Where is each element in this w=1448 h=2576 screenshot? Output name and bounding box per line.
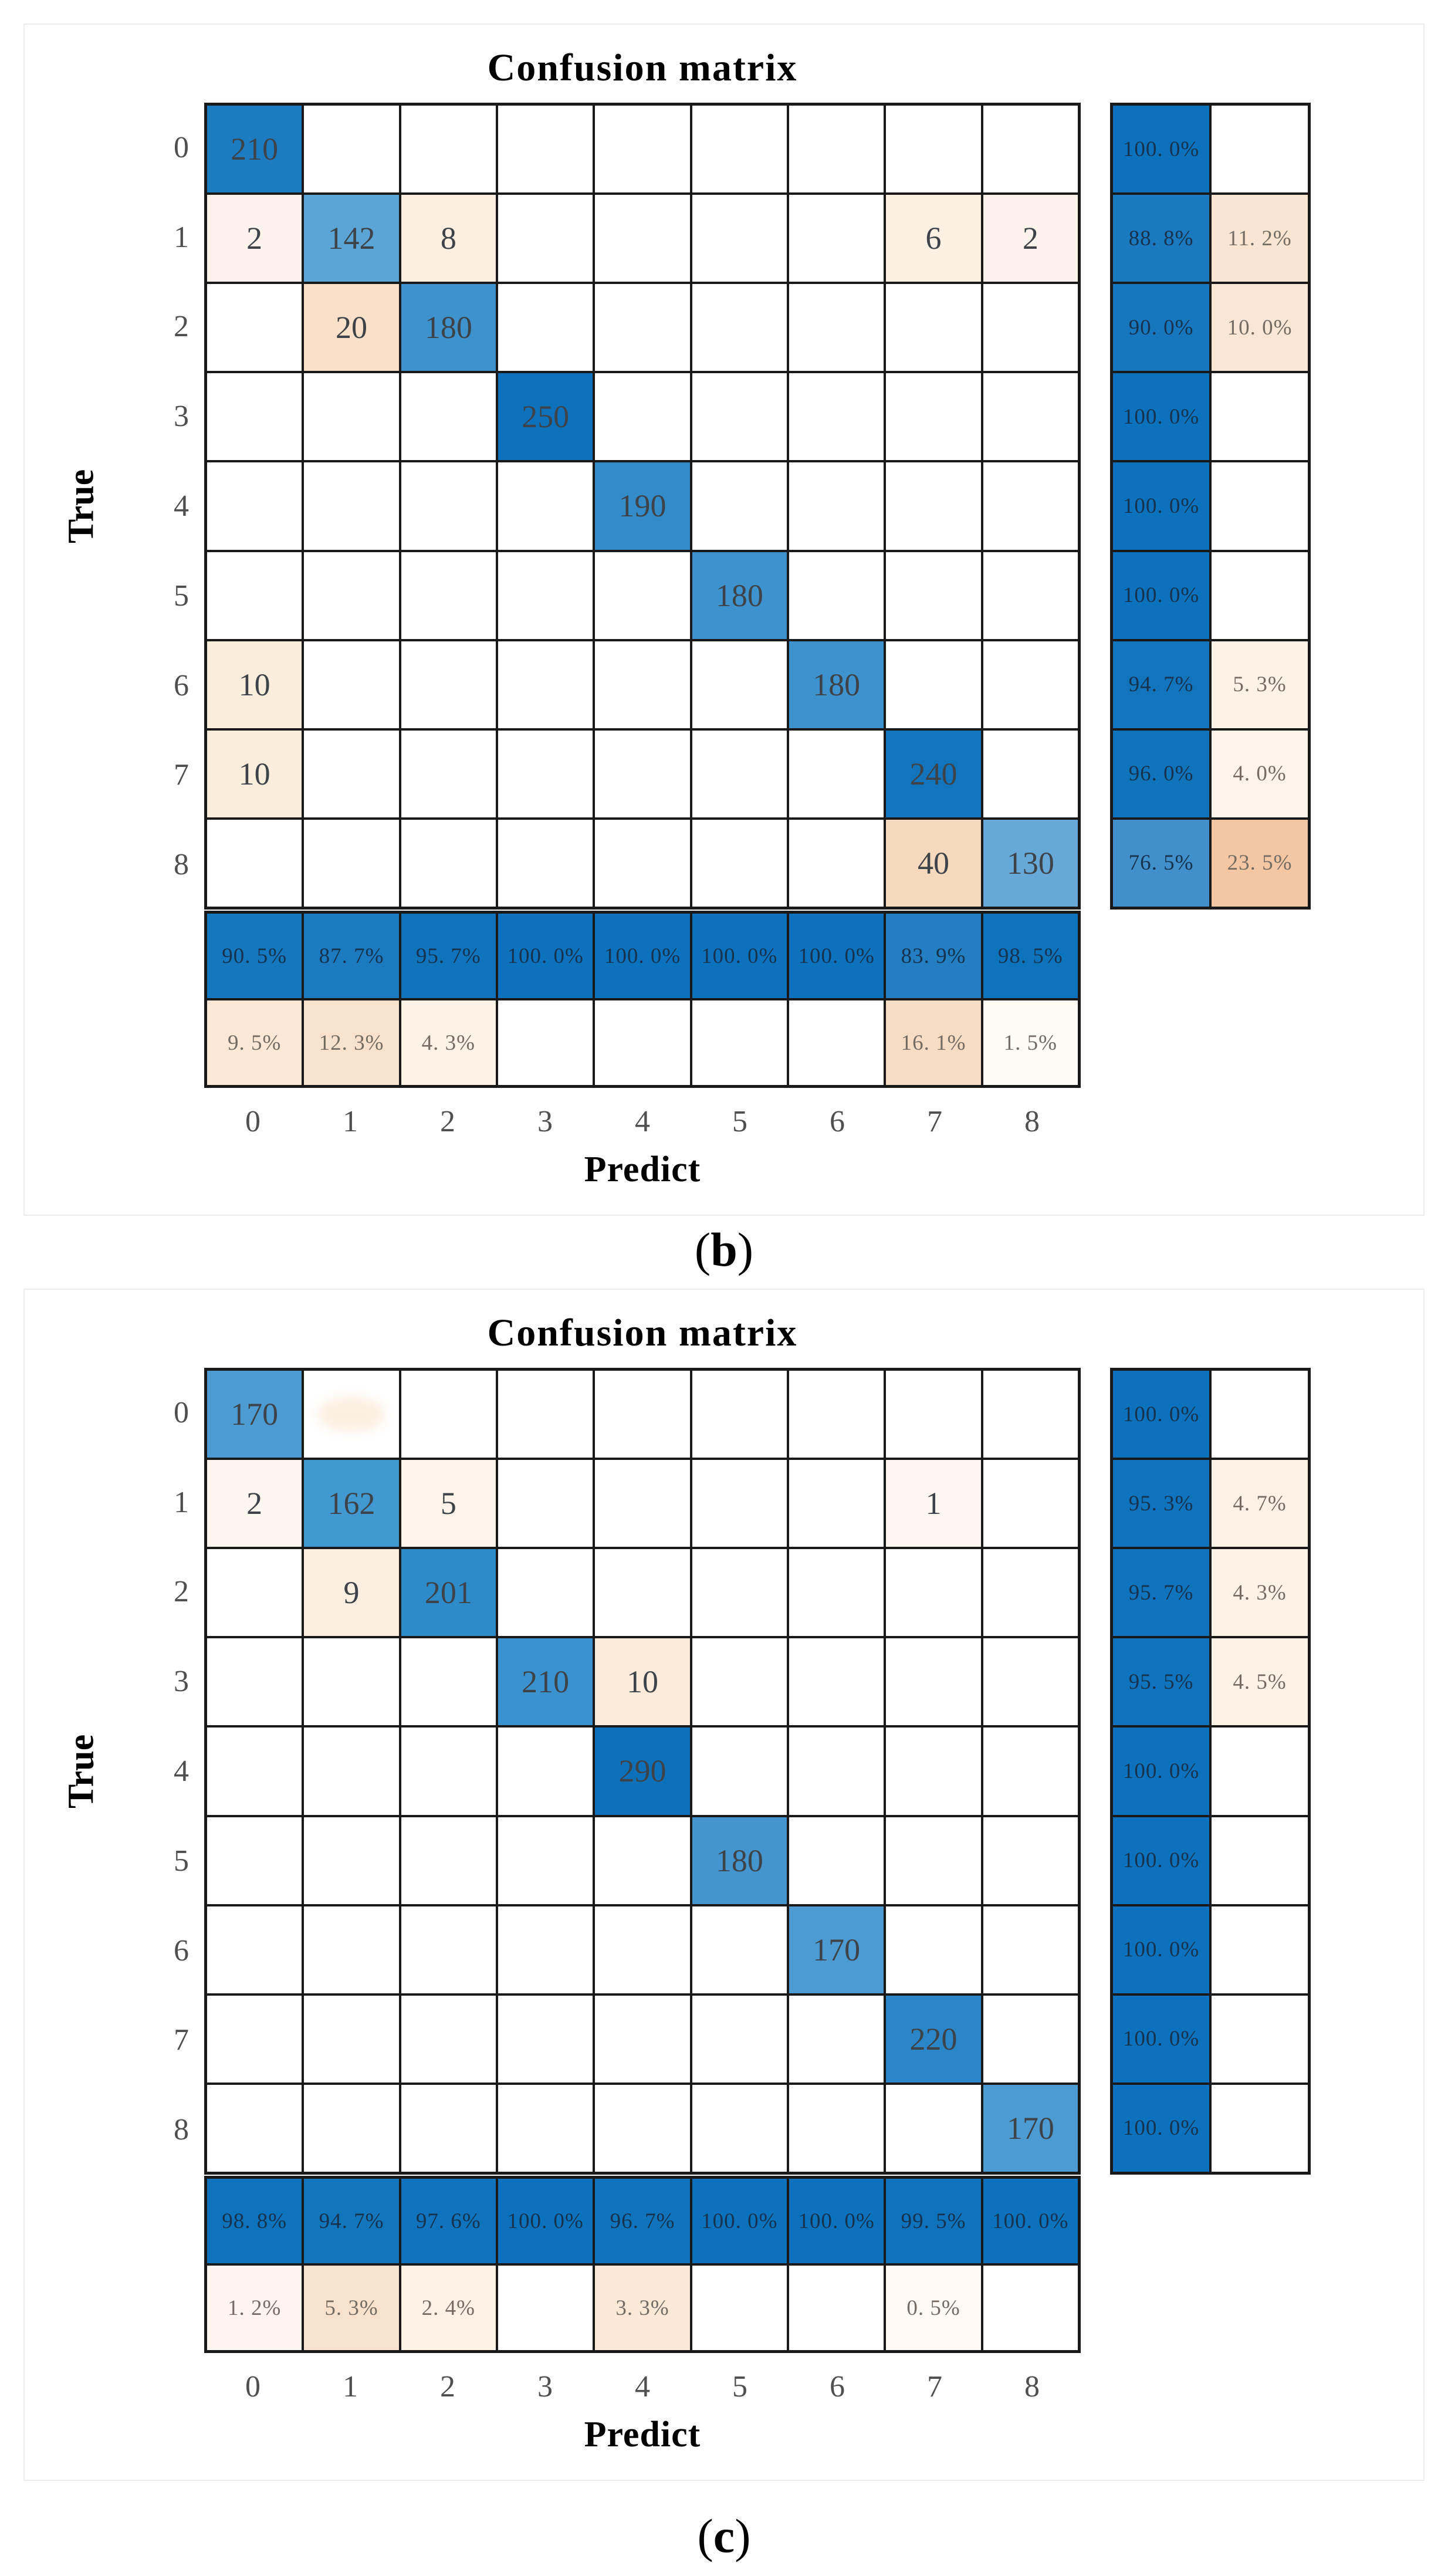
col-precision-c4: 100. 0%	[595, 914, 689, 998]
matrix-cell-r7c0	[207, 1996, 302, 2083]
matrix-cell-r2c1: 9	[304, 1549, 398, 1636]
x-axis-label: Predict	[584, 2415, 701, 2455]
matrix-cell-r4c5	[692, 462, 787, 549]
matrix-cell-r7c3	[498, 731, 593, 817]
y-tick-8: 8	[174, 2113, 189, 2147]
x-tick-3: 3	[537, 2369, 553, 2403]
matrix-cell-r4c8	[983, 462, 1078, 549]
col-precision-c7: 83. 9%	[886, 914, 980, 998]
matrix-cell-r3c8	[983, 373, 1078, 460]
y-tick-2: 2	[174, 1575, 189, 1609]
caption-letter: b	[711, 1223, 737, 1276]
row-error-r7	[1212, 1996, 1308, 2083]
x-tick-4: 4	[635, 2369, 650, 2403]
matrix-cell-r8c4	[595, 820, 689, 907]
col-precision-c8: 98. 5%	[983, 914, 1078, 998]
matrix-cell-r2c8	[983, 1549, 1078, 1636]
matrix-cell-r6c5	[692, 1906, 787, 1993]
matrix-cell-r0c2	[401, 1371, 496, 1458]
col-precision-c2: 97. 6%	[401, 2179, 496, 2263]
matrix-cell-r3c0	[207, 373, 302, 460]
matrix-cell-r5c3	[498, 1817, 593, 1904]
matrix-cell-r6c7	[886, 1906, 980, 1993]
row-error-r3: 4. 5%	[1212, 1638, 1308, 1725]
matrix-cell-r4c6	[789, 462, 884, 549]
matrix-cell-r4c0	[207, 462, 302, 549]
matrix-cell-r4c1	[304, 462, 398, 549]
col-error-c5	[692, 1000, 787, 1085]
caption-close-paren: )	[735, 2509, 751, 2563]
row-recall-r6: 100. 0%	[1113, 1906, 1209, 1993]
row-recall-r8: 76. 5%	[1113, 820, 1209, 907]
row-error-r2: 4. 3%	[1212, 1549, 1308, 1636]
matrix-cell-r4c7	[886, 1728, 980, 1814]
row-error-r6: 5. 3%	[1212, 641, 1308, 728]
y-tick-6: 6	[174, 1933, 189, 1968]
matrix-cell-r2c3	[498, 284, 593, 371]
matrix-cell-r5c8	[983, 552, 1078, 639]
matrix-cell-r6c0	[207, 1906, 302, 1993]
col-precision-c1: 87. 7%	[304, 914, 398, 998]
row-recall-r6: 94. 7%	[1113, 641, 1209, 728]
matrix-cell-r0c5	[692, 106, 787, 192]
x-tick-5: 5	[732, 1104, 747, 1138]
matrix-cell-r8c6	[789, 2085, 884, 2172]
confusion-matrix-grid	[204, 1368, 1081, 2175]
row-recall-r5: 100. 0%	[1113, 552, 1209, 639]
panel-c	[23, 1289, 1425, 2481]
matrix-cell-r8c0	[207, 820, 302, 907]
figure-caption-c	[0, 2507, 1448, 2565]
matrix-cell-r6c3	[498, 641, 593, 728]
matrix-cell-r5c4	[595, 1817, 689, 1904]
matrix-cell-r4c2	[401, 1728, 496, 1814]
y-axis-label: True	[61, 1734, 102, 1808]
row-error-r1: 11. 2%	[1212, 195, 1308, 282]
matrix-cell-r5c6	[789, 1817, 884, 1904]
col-error-c4: 3. 3%	[595, 2266, 689, 2350]
row-error-r7: 4. 0%	[1212, 731, 1308, 817]
matrix-cell-r2c4	[595, 284, 689, 371]
matrix-cell-r7c6	[789, 731, 884, 817]
x-tick-1: 1	[343, 2369, 358, 2403]
row-recall-r3: 95. 5%	[1113, 1638, 1209, 1725]
row-recall-r3: 100. 0%	[1113, 373, 1209, 460]
matrix-cell-r2c8	[983, 284, 1078, 371]
row-recall-r7: 96. 0%	[1113, 731, 1209, 817]
matrix-cell-r3c4	[595, 373, 689, 460]
row-recall-r2: 90. 0%	[1113, 284, 1209, 371]
row-error-r6	[1212, 1906, 1308, 1993]
matrix-cell-r4c1	[304, 1728, 398, 1814]
faint-smudge	[317, 1397, 385, 1431]
matrix-cell-r5c2	[401, 1817, 496, 1904]
col-error-c6	[789, 1000, 884, 1085]
matrix-cell-r6c7	[886, 641, 980, 728]
matrix-cell-r6c0: 10	[207, 641, 302, 728]
matrix-cell-r3c0	[207, 1638, 302, 1725]
matrix-cell-r1c4	[595, 1460, 689, 1547]
matrix-cell-r2c0	[207, 1549, 302, 1636]
col-precision-c7: 99. 5%	[886, 2179, 980, 2263]
col-precision-c3: 100. 0%	[498, 2179, 593, 2263]
matrix-cell-r0c5	[692, 1371, 787, 1458]
y-tick-1: 1	[174, 220, 189, 254]
matrix-cell-r7c0: 10	[207, 731, 302, 817]
y-tick-0: 0	[174, 1395, 189, 1429]
matrix-cell-r0c2	[401, 106, 496, 192]
matrix-cell-r8c3	[498, 820, 593, 907]
matrix-cell-r0c1	[304, 106, 398, 192]
matrix-cell-r0c4	[595, 106, 689, 192]
matrix-cell-r8c1	[304, 820, 398, 907]
y-tick-labels	[124, 1368, 189, 2175]
x-tick-1: 1	[343, 1104, 358, 1138]
matrix-cell-r4c6	[789, 1728, 884, 1814]
row-recall-r1: 95. 3%	[1113, 1460, 1209, 1547]
y-tick-5: 5	[174, 1844, 189, 1878]
matrix-cell-r0c3	[498, 106, 593, 192]
col-precision-c6: 100. 0%	[789, 2179, 884, 2263]
matrix-cell-r4c8	[983, 1728, 1078, 1814]
matrix-cell-r1c6	[789, 1460, 884, 1547]
matrix-cell-r2c6	[789, 284, 884, 371]
col-error-c1: 5. 3%	[304, 2266, 398, 2350]
matrix-cell-r3c5	[692, 1638, 787, 1725]
row-percentage-block	[1110, 103, 1311, 910]
col-precision-c8: 100. 0%	[983, 2179, 1078, 2263]
x-axis-label: Predict	[584, 1150, 701, 1189]
matrix-cell-r4c5	[692, 1728, 787, 1814]
matrix-cell-r7c4	[595, 1996, 689, 2083]
y-tick-3: 3	[174, 1665, 189, 1699]
caption-open-paren: (	[694, 1223, 711, 1276]
matrix-cell-r6c4	[595, 1906, 689, 1993]
x-tick-8: 8	[1024, 1104, 1040, 1138]
x-tick-labels	[204, 1101, 1081, 1142]
matrix-cell-r2c4	[595, 1549, 689, 1636]
matrix-cell-r5c0	[207, 1817, 302, 1904]
y-axis-label: True	[61, 469, 102, 543]
column-percentage-block	[204, 2176, 1081, 2353]
matrix-cell-r2c5	[692, 284, 787, 371]
matrix-cell-r0c8	[983, 1371, 1078, 1458]
matrix-cell-r8c6	[789, 820, 884, 907]
matrix-cell-r1c3	[498, 1460, 593, 1547]
col-error-c8	[983, 2266, 1078, 2350]
matrix-cell-r8c1	[304, 2085, 398, 2172]
matrix-cell-r7c2	[401, 1996, 496, 2083]
matrix-cell-r2c6	[789, 1549, 884, 1636]
matrix-cell-r8c7	[886, 2085, 980, 2172]
col-precision-c6: 100. 0%	[789, 914, 884, 998]
x-tick-0: 0	[245, 1104, 260, 1138]
chart-title: Confusion matrix	[487, 1311, 798, 1354]
row-error-r5	[1212, 552, 1308, 639]
row-error-r3	[1212, 373, 1308, 460]
matrix-cell-r8c5	[692, 820, 787, 907]
col-precision-c0: 98. 8%	[207, 2179, 302, 2263]
col-precision-c2: 95. 7%	[401, 914, 496, 998]
matrix-cell-r4c7	[886, 462, 980, 549]
x-tick-6: 6	[830, 1104, 845, 1138]
matrix-cell-r5c1	[304, 1817, 398, 1904]
matrix-cell-r6c1	[304, 1906, 398, 1993]
matrix-cell-r5c6	[789, 552, 884, 639]
matrix-cell-r1c2: 8	[401, 195, 496, 282]
matrix-cell-r4c4: 290	[595, 1728, 689, 1814]
matrix-cell-r8c5	[692, 2085, 787, 2172]
matrix-cell-r3c5	[692, 373, 787, 460]
matrix-cell-r5c5: 180	[692, 552, 787, 639]
col-error-c7: 16. 1%	[886, 1000, 980, 1085]
matrix-cell-r7c1	[304, 1996, 398, 2083]
matrix-cell-r7c5	[692, 731, 787, 817]
matrix-cell-r7c6	[789, 1996, 884, 2083]
row-error-r2: 10. 0%	[1212, 284, 1308, 371]
matrix-cell-r4c3	[498, 462, 593, 549]
col-error-c7: 0. 5%	[886, 2266, 980, 2350]
matrix-cell-r6c6: 170	[789, 1906, 884, 1993]
matrix-cell-r6c2	[401, 1906, 496, 1993]
matrix-cell-r1c8: 2	[983, 195, 1078, 282]
matrix-cell-r0c6	[789, 1371, 884, 1458]
row-recall-r0: 100. 0%	[1113, 1371, 1209, 1458]
x-tick-8: 8	[1024, 2369, 1040, 2403]
matrix-cell-r1c2: 5	[401, 1460, 496, 1547]
matrix-cell-r6c2	[401, 641, 496, 728]
matrix-cell-r1c4	[595, 195, 689, 282]
matrix-cell-r4c3	[498, 1728, 593, 1814]
row-error-r5	[1212, 1817, 1308, 1904]
chart-title: Confusion matrix	[487, 46, 798, 89]
y-tick-3: 3	[174, 400, 189, 434]
matrix-cell-r8c2	[401, 2085, 496, 2172]
row-recall-r4: 100. 0%	[1113, 462, 1209, 549]
matrix-cell-r8c8: 170	[983, 2085, 1078, 2172]
matrix-cell-r5c4	[595, 552, 689, 639]
matrix-cell-r8c4	[595, 2085, 689, 2172]
matrix-cell-r5c2	[401, 552, 496, 639]
y-tick-5: 5	[174, 579, 189, 613]
row-error-r8: 23. 5%	[1212, 820, 1308, 907]
col-error-c1: 12. 3%	[304, 1000, 398, 1085]
col-precision-c4: 96. 7%	[595, 2179, 689, 2263]
col-error-c0: 9. 5%	[207, 1000, 302, 1085]
row-recall-r5: 100. 0%	[1113, 1817, 1209, 1904]
matrix-cell-r3c4: 10	[595, 1638, 689, 1725]
caption-open-paren: (	[697, 2509, 713, 2563]
matrix-cell-r5c7	[886, 552, 980, 639]
matrix-cell-r3c7	[886, 1638, 980, 1725]
row-percentage-block	[1110, 1368, 1311, 2175]
row-error-r8	[1212, 2085, 1308, 2172]
y-tick-2: 2	[174, 310, 189, 344]
matrix-cell-r8c3	[498, 2085, 593, 2172]
row-error-r4	[1212, 462, 1308, 549]
matrix-cell-r7c7: 220	[886, 1996, 980, 2083]
matrix-cell-r5c0	[207, 552, 302, 639]
matrix-cell-r5c1	[304, 552, 398, 639]
matrix-cell-r2c1: 20	[304, 284, 398, 371]
matrix-cell-r6c6: 180	[789, 641, 884, 728]
matrix-cell-r7c4	[595, 731, 689, 817]
matrix-cell-r6c1	[304, 641, 398, 728]
row-error-r0	[1212, 1371, 1308, 1458]
y-tick-7: 7	[174, 2023, 189, 2057]
matrix-cell-r5c5: 180	[692, 1817, 787, 1904]
matrix-cell-r7c8	[983, 1996, 1078, 2083]
matrix-cell-r4c0	[207, 1728, 302, 1814]
x-tick-7: 7	[927, 2369, 942, 2403]
caption-close-paren: )	[737, 1223, 754, 1276]
matrix-cell-r7c2	[401, 731, 496, 817]
x-tick-0: 0	[245, 2369, 260, 2403]
matrix-cell-r1c8	[983, 1460, 1078, 1547]
matrix-cell-r6c8	[983, 641, 1078, 728]
matrix-cell-r8c0	[207, 2085, 302, 2172]
figure-caption-b	[0, 1221, 1448, 1279]
row-recall-r7: 100. 0%	[1113, 1996, 1209, 2083]
row-recall-r2: 95. 7%	[1113, 1549, 1209, 1636]
matrix-cell-r7c5	[692, 1996, 787, 2083]
row-error-r1: 4. 7%	[1212, 1460, 1308, 1547]
matrix-cell-r1c5	[692, 195, 787, 282]
x-tick-2: 2	[440, 2369, 455, 2403]
matrix-cell-r0c0: 210	[207, 106, 302, 192]
row-error-r4	[1212, 1728, 1308, 1814]
y-tick-1: 1	[174, 1485, 189, 1519]
matrix-cell-r2c3	[498, 1549, 593, 1636]
matrix-cell-r1c1: 142	[304, 195, 398, 282]
matrix-cell-r2c7	[886, 1549, 980, 1636]
matrix-cell-r3c6	[789, 1638, 884, 1725]
matrix-cell-r1c5	[692, 1460, 787, 1547]
col-error-c0: 1. 2%	[207, 2266, 302, 2350]
confusion-matrix-grid	[204, 103, 1081, 910]
matrix-cell-r0c7	[886, 106, 980, 192]
y-tick-labels	[124, 103, 189, 910]
col-precision-c3: 100. 0%	[498, 914, 593, 998]
x-tick-7: 7	[927, 1104, 942, 1138]
matrix-cell-r0c3	[498, 1371, 593, 1458]
matrix-cell-r0c7	[886, 1371, 980, 1458]
matrix-cell-r3c2	[401, 373, 496, 460]
x-tick-3: 3	[537, 1104, 553, 1138]
y-tick-8: 8	[174, 848, 189, 882]
row-error-r0	[1212, 106, 1308, 192]
matrix-cell-r3c8	[983, 1638, 1078, 1725]
col-error-c3	[498, 2266, 593, 2350]
col-error-c5	[692, 2266, 787, 2350]
matrix-cell-r4c2	[401, 462, 496, 549]
x-tick-2: 2	[440, 1104, 455, 1138]
matrix-cell-r0c0: 170	[207, 1371, 302, 1458]
matrix-cell-r7c1	[304, 731, 398, 817]
row-recall-r0: 100. 0%	[1113, 106, 1209, 192]
matrix-cell-r8c7: 40	[886, 820, 980, 907]
row-recall-r8: 100. 0%	[1113, 2085, 1209, 2172]
matrix-cell-r1c7: 1	[886, 1460, 980, 1547]
x-tick-labels	[204, 2366, 1081, 2407]
row-recall-r1: 88. 8%	[1113, 195, 1209, 282]
matrix-cell-r5c3	[498, 552, 593, 639]
panel-b	[23, 23, 1425, 1216]
y-tick-7: 7	[174, 758, 189, 792]
matrix-cell-r5c7	[886, 1817, 980, 1904]
matrix-cell-r1c6	[789, 195, 884, 282]
matrix-cell-r5c8	[983, 1817, 1078, 1904]
matrix-cell-r0c6	[789, 106, 884, 192]
y-tick-4: 4	[174, 489, 189, 523]
x-tick-4: 4	[635, 1104, 650, 1138]
matrix-cell-r2c5	[692, 1549, 787, 1636]
y-tick-0: 0	[174, 130, 189, 164]
matrix-cell-r7c7: 240	[886, 731, 980, 817]
matrix-cell-r3c7	[886, 373, 980, 460]
matrix-cell-r2c2: 180	[401, 284, 496, 371]
matrix-cell-r3c6	[789, 373, 884, 460]
y-tick-4: 4	[174, 1754, 189, 1788]
matrix-cell-r6c3	[498, 1906, 593, 1993]
matrix-cell-r3c2	[401, 1638, 496, 1725]
matrix-cell-r2c2: 201	[401, 1549, 496, 1636]
col-error-c6	[789, 2266, 884, 2350]
col-error-c2: 4. 3%	[401, 1000, 496, 1085]
matrix-cell-r2c0	[207, 284, 302, 371]
matrix-cell-r7c8	[983, 731, 1078, 817]
matrix-cell-r8c8: 130	[983, 820, 1078, 907]
col-error-c2: 2. 4%	[401, 2266, 496, 2350]
matrix-cell-r4c4: 190	[595, 462, 689, 549]
matrix-cell-r0c1	[304, 1371, 398, 1458]
matrix-cell-r6c5	[692, 641, 787, 728]
matrix-cell-r0c8	[983, 106, 1078, 192]
col-error-c3	[498, 1000, 593, 1085]
caption-letter: c	[713, 2509, 735, 2563]
matrix-cell-r0c4	[595, 1371, 689, 1458]
matrix-cell-r3c1	[304, 373, 398, 460]
matrix-cell-r6c8	[983, 1906, 1078, 1993]
matrix-cell-r1c0: 2	[207, 195, 302, 282]
matrix-cell-r7c3	[498, 1996, 593, 2083]
col-precision-c5: 100. 0%	[692, 2179, 787, 2263]
x-tick-6: 6	[830, 2369, 845, 2403]
matrix-cell-r6c4	[595, 641, 689, 728]
col-precision-c1: 94. 7%	[304, 2179, 398, 2263]
column-percentage-block	[204, 911, 1081, 1088]
matrix-cell-r1c0: 2	[207, 1460, 302, 1547]
matrix-cell-r2c7	[886, 284, 980, 371]
row-recall-r4: 100. 0%	[1113, 1728, 1209, 1814]
col-precision-c0: 90. 5%	[207, 914, 302, 998]
col-error-c8: 1. 5%	[983, 1000, 1078, 1085]
x-tick-5: 5	[732, 2369, 747, 2403]
col-precision-c5: 100. 0%	[692, 914, 787, 998]
matrix-cell-r8c2	[401, 820, 496, 907]
matrix-cell-r1c1: 162	[304, 1460, 398, 1547]
matrix-cell-r3c3: 210	[498, 1638, 593, 1725]
col-error-c4	[595, 1000, 689, 1085]
matrix-cell-r3c3: 250	[498, 373, 593, 460]
y-tick-6: 6	[174, 668, 189, 702]
matrix-cell-r3c1	[304, 1638, 398, 1725]
matrix-cell-r1c3	[498, 195, 593, 282]
matrix-cell-r1c7: 6	[886, 195, 980, 282]
